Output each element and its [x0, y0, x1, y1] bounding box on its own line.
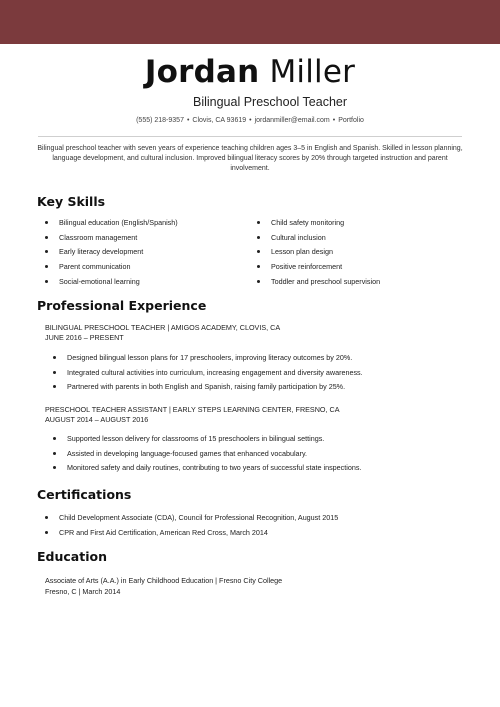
job-bullet: Integrated cultural activities into curriculum, increasing engagement and diversity awareness.	[45, 368, 465, 383]
skills-list-left	[37, 218, 247, 291]
first-name: Jordan	[144, 54, 260, 90]
contact-separator: •	[249, 117, 252, 124]
education-degree: Associate of Arts (A.A.) in Early Childhood Education | Fresno City College	[45, 576, 283, 585]
job-dates: JUNE 2016 – PRESENT	[45, 333, 124, 342]
education-location-date: Fresno, C | March 2014	[45, 587, 121, 596]
education-entry	[45, 575, 282, 597]
skill-item: Social-emotional learning	[37, 277, 247, 292]
contact-line	[0, 117, 500, 124]
skill-item: Early literacy development	[37, 247, 247, 262]
skills-list-right	[249, 218, 469, 291]
section-title-certifications: Certifications	[37, 487, 132, 502]
section-title-skills: Key Skills	[37, 194, 106, 209]
job-entry-1-header	[45, 323, 280, 343]
section-title-education: Education	[37, 549, 107, 564]
job-bullet: Assisted in developing language-focused games that enhanced vocabulary.	[45, 449, 465, 464]
contact-phone: (555) 218-9357	[136, 117, 184, 124]
skill-item: Parent communication	[37, 262, 247, 277]
job-entry-2-bullets	[45, 434, 465, 478]
job-entry-2-header	[45, 405, 340, 425]
certification-item: Child Development Associate (CDA), Council for Professional Recognition, August 2015	[37, 513, 467, 528]
skill-item: Toddler and preschool supervision	[249, 277, 469, 292]
skill-item: Cultural inclusion	[249, 233, 469, 248]
candidate-name	[0, 54, 500, 90]
skill-item: Bilingual education (English/Spanish)	[37, 218, 247, 233]
skill-item: Positive reinforcement	[249, 262, 469, 277]
contact-location: Clovis, CA 93619	[192, 117, 247, 124]
header-accent-bar	[0, 0, 500, 44]
section-title-experience: Professional Experience	[37, 298, 207, 313]
job-heading: BILINGUAL PRESCHOOL TEACHER | AMIGOS ACADEMY, CLOVIS, CA	[45, 323, 281, 332]
job-entry-1-bullets	[45, 353, 465, 397]
skill-item: Lesson plan design	[249, 247, 469, 262]
skill-item: Child safety monitoring	[249, 218, 469, 233]
job-heading: PRESCHOOL TEACHER ASSISTANT | EARLY STEPS LEARNING CENTER, FRESNO, CA	[45, 405, 340, 414]
certification-item: CPR and First Aid Certification, American Red Cross, March 2014	[37, 528, 467, 543]
skill-item: Classroom management	[37, 233, 247, 248]
job-dates: AUGUST 2014 – AUGUST 2016	[45, 415, 149, 424]
job-bullet: Designed bilingual lesson plans for 17 preschoolers, improving literacy outcomes by 20%.	[45, 353, 465, 368]
job-bullet: Supported lesson delivery for classrooms of 15 preschoolers in bilingual settings.	[45, 434, 465, 449]
certifications-list	[37, 513, 467, 542]
professional-summary: Bilingual preschool teacher with seven years of experience teaching children ages 3–5 in English and Spanish. Skilled in lesson planning, language development, and cultural inclusion. Improved bilingual literacy scores by 20% through targeted instruction and parent involvement.	[37, 145, 463, 172]
job-title: Bilingual Preschool Teacher	[192, 95, 348, 109]
header-divider	[38, 136, 462, 137]
last-name: Miller	[269, 54, 356, 90]
job-bullet: Monitored safety and daily routines, contributing to two years of successful state inspections.	[45, 463, 465, 478]
job-bullet: Partnered with parents in both English and Spanish, raising family participation by 25%.	[45, 382, 465, 397]
contact-separator: •	[186, 117, 190, 124]
contact-portfolio-link[interactable]: Portfolio	[338, 117, 364, 124]
contact-email[interactable]: jordanmiller@email.com	[254, 117, 330, 124]
contact-separator: •	[332, 117, 336, 124]
